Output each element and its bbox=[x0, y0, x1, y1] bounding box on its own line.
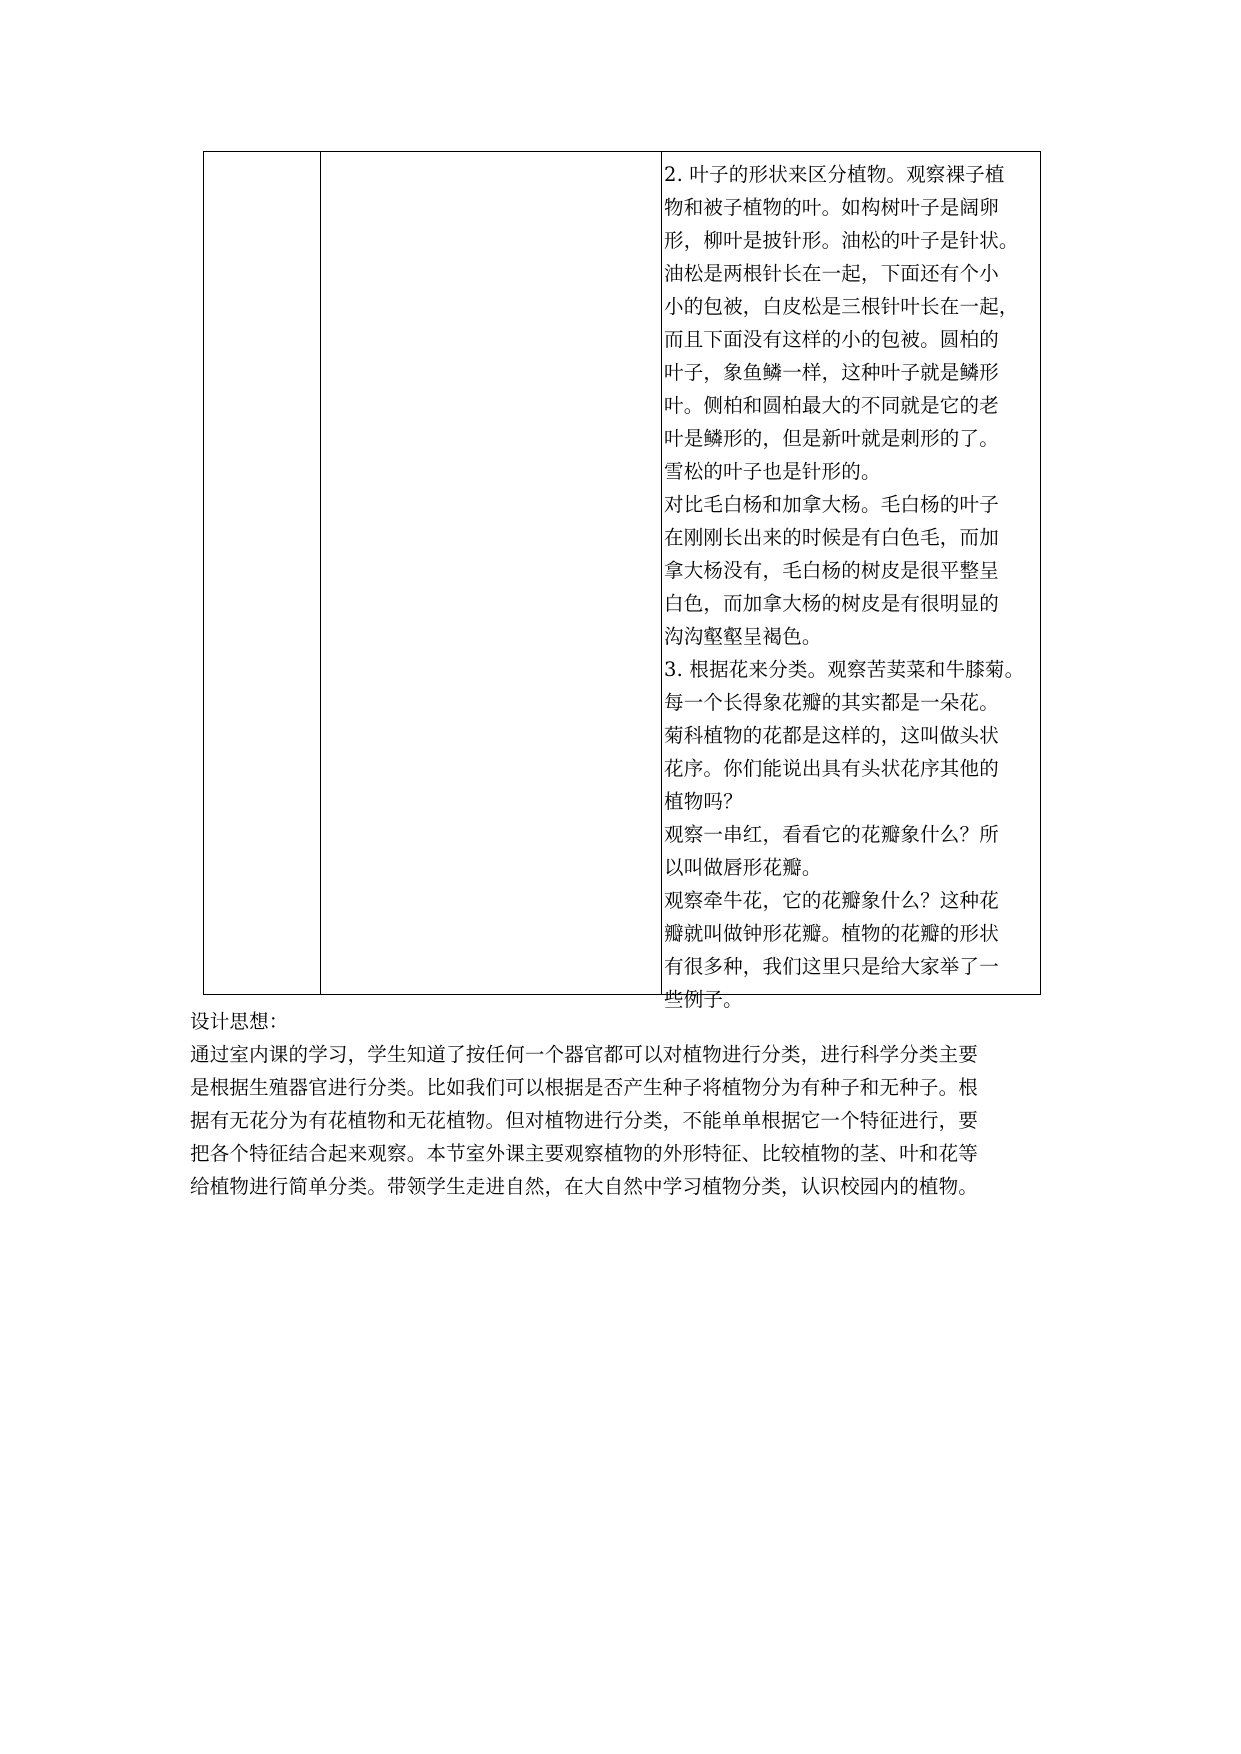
text-line: 每一个长得象花瓣的其实都是一朵花。 bbox=[664, 691, 999, 714]
lesson-table bbox=[203, 151, 1041, 1011]
text-line: 瓣就叫做钟形花瓣。植物的花瓣的形状 bbox=[664, 922, 999, 945]
text-line: 花序。你们能说出具有头状花序其他的 bbox=[664, 757, 999, 780]
text-line: 以叫做唇形花瓣。 bbox=[664, 856, 822, 879]
text-line: 形，柳叶是披针形。油松的叶子是针状。 bbox=[664, 229, 1019, 252]
text-line: 白色，而加拿大杨的树皮是有很明显的 bbox=[664, 592, 999, 615]
text-line: 植物吗？ bbox=[664, 790, 743, 813]
design-heading: 设计思想： bbox=[190, 1010, 289, 1033]
paragraph-line: 据有无花分为有花植物和无花植物。但对植物进行分类，不能单单根据它一个特征进行，要 bbox=[190, 1109, 979, 1132]
text-line: 菊科植物的花都是这样的，这叫做头状 bbox=[664, 724, 999, 747]
text-line: 叶子，象鱼鳞一样，这种叶子就是鳞形 bbox=[664, 361, 999, 384]
text-line: 拿大杨没有，毛白杨的树皮是很平整呈 bbox=[664, 559, 999, 582]
table-cell-content bbox=[662, 152, 1041, 1011]
text-line: 在刚刚长出来的时候是有白色毛，而加 bbox=[664, 526, 999, 549]
text-line: 观察一串红，看看它的花瓣象什么？所 bbox=[664, 823, 999, 846]
text-line: 3. 根据花来分类。观察苦荬菜和牛膝菊。 bbox=[664, 658, 1025, 681]
text-line: 而且下面没有这样的小的包被。圆柏的 bbox=[664, 328, 999, 351]
paragraph-line: 是根据生殖器官进行分类。比如我们可以根据是否产生种子将植物分为有种子和无种子。根 bbox=[190, 1076, 979, 1099]
text-line: 沟沟壑壑呈褐色。 bbox=[664, 625, 822, 648]
text-line: 雪松的叶子也是针形的。 bbox=[664, 460, 881, 483]
table-cell-empty-left bbox=[204, 152, 321, 995]
text-line: 2. 叶子的形状来区分植物。观察裸子植 bbox=[664, 163, 1005, 186]
text-line: 观察牵牛花，它的花瓣象什么？这种花 bbox=[664, 889, 999, 912]
text-line: 些例子。 bbox=[664, 988, 743, 1011]
cell-text-block bbox=[662, 152, 1040, 1011]
table-cell-empty-middle bbox=[321, 152, 662, 995]
table-row bbox=[204, 152, 1041, 995]
text-line: 小的包被，白皮松是三根针叶长在一起， bbox=[664, 295, 1019, 318]
text-line: 叶。侧柏和圆柏最大的不同就是它的老 bbox=[664, 394, 999, 417]
design-thought-section bbox=[190, 1005, 1060, 1203]
text-line: 油松是两根针长在一起，下面还有个小 bbox=[664, 262, 999, 285]
text-line: 对比毛白杨和加拿大杨。毛白杨的叶子 bbox=[664, 493, 999, 516]
text-line: 叶是鳞形的，但是新叶就是刺形的了。 bbox=[664, 427, 999, 450]
paragraph-line: 把各个特征结合起来观察。本节室外课主要观察植物的外形特征、比较植物的茎、叶和花等 bbox=[190, 1142, 979, 1165]
paragraph-line: 通过室内课的学习，学生知道了按任何一个器官都可以对植物进行分类，进行科学分类主要 bbox=[190, 1043, 979, 1066]
paragraph-line: 给植物进行简单分类。带领学生走进自然，在大自然中学习植物分类，认识校园内的植物。 bbox=[190, 1175, 979, 1198]
text-line: 物和被子植物的叶。如构树叶子是阔卵 bbox=[664, 196, 999, 219]
text-line: 有很多种，我们这里只是给大家举了一 bbox=[664, 955, 999, 978]
